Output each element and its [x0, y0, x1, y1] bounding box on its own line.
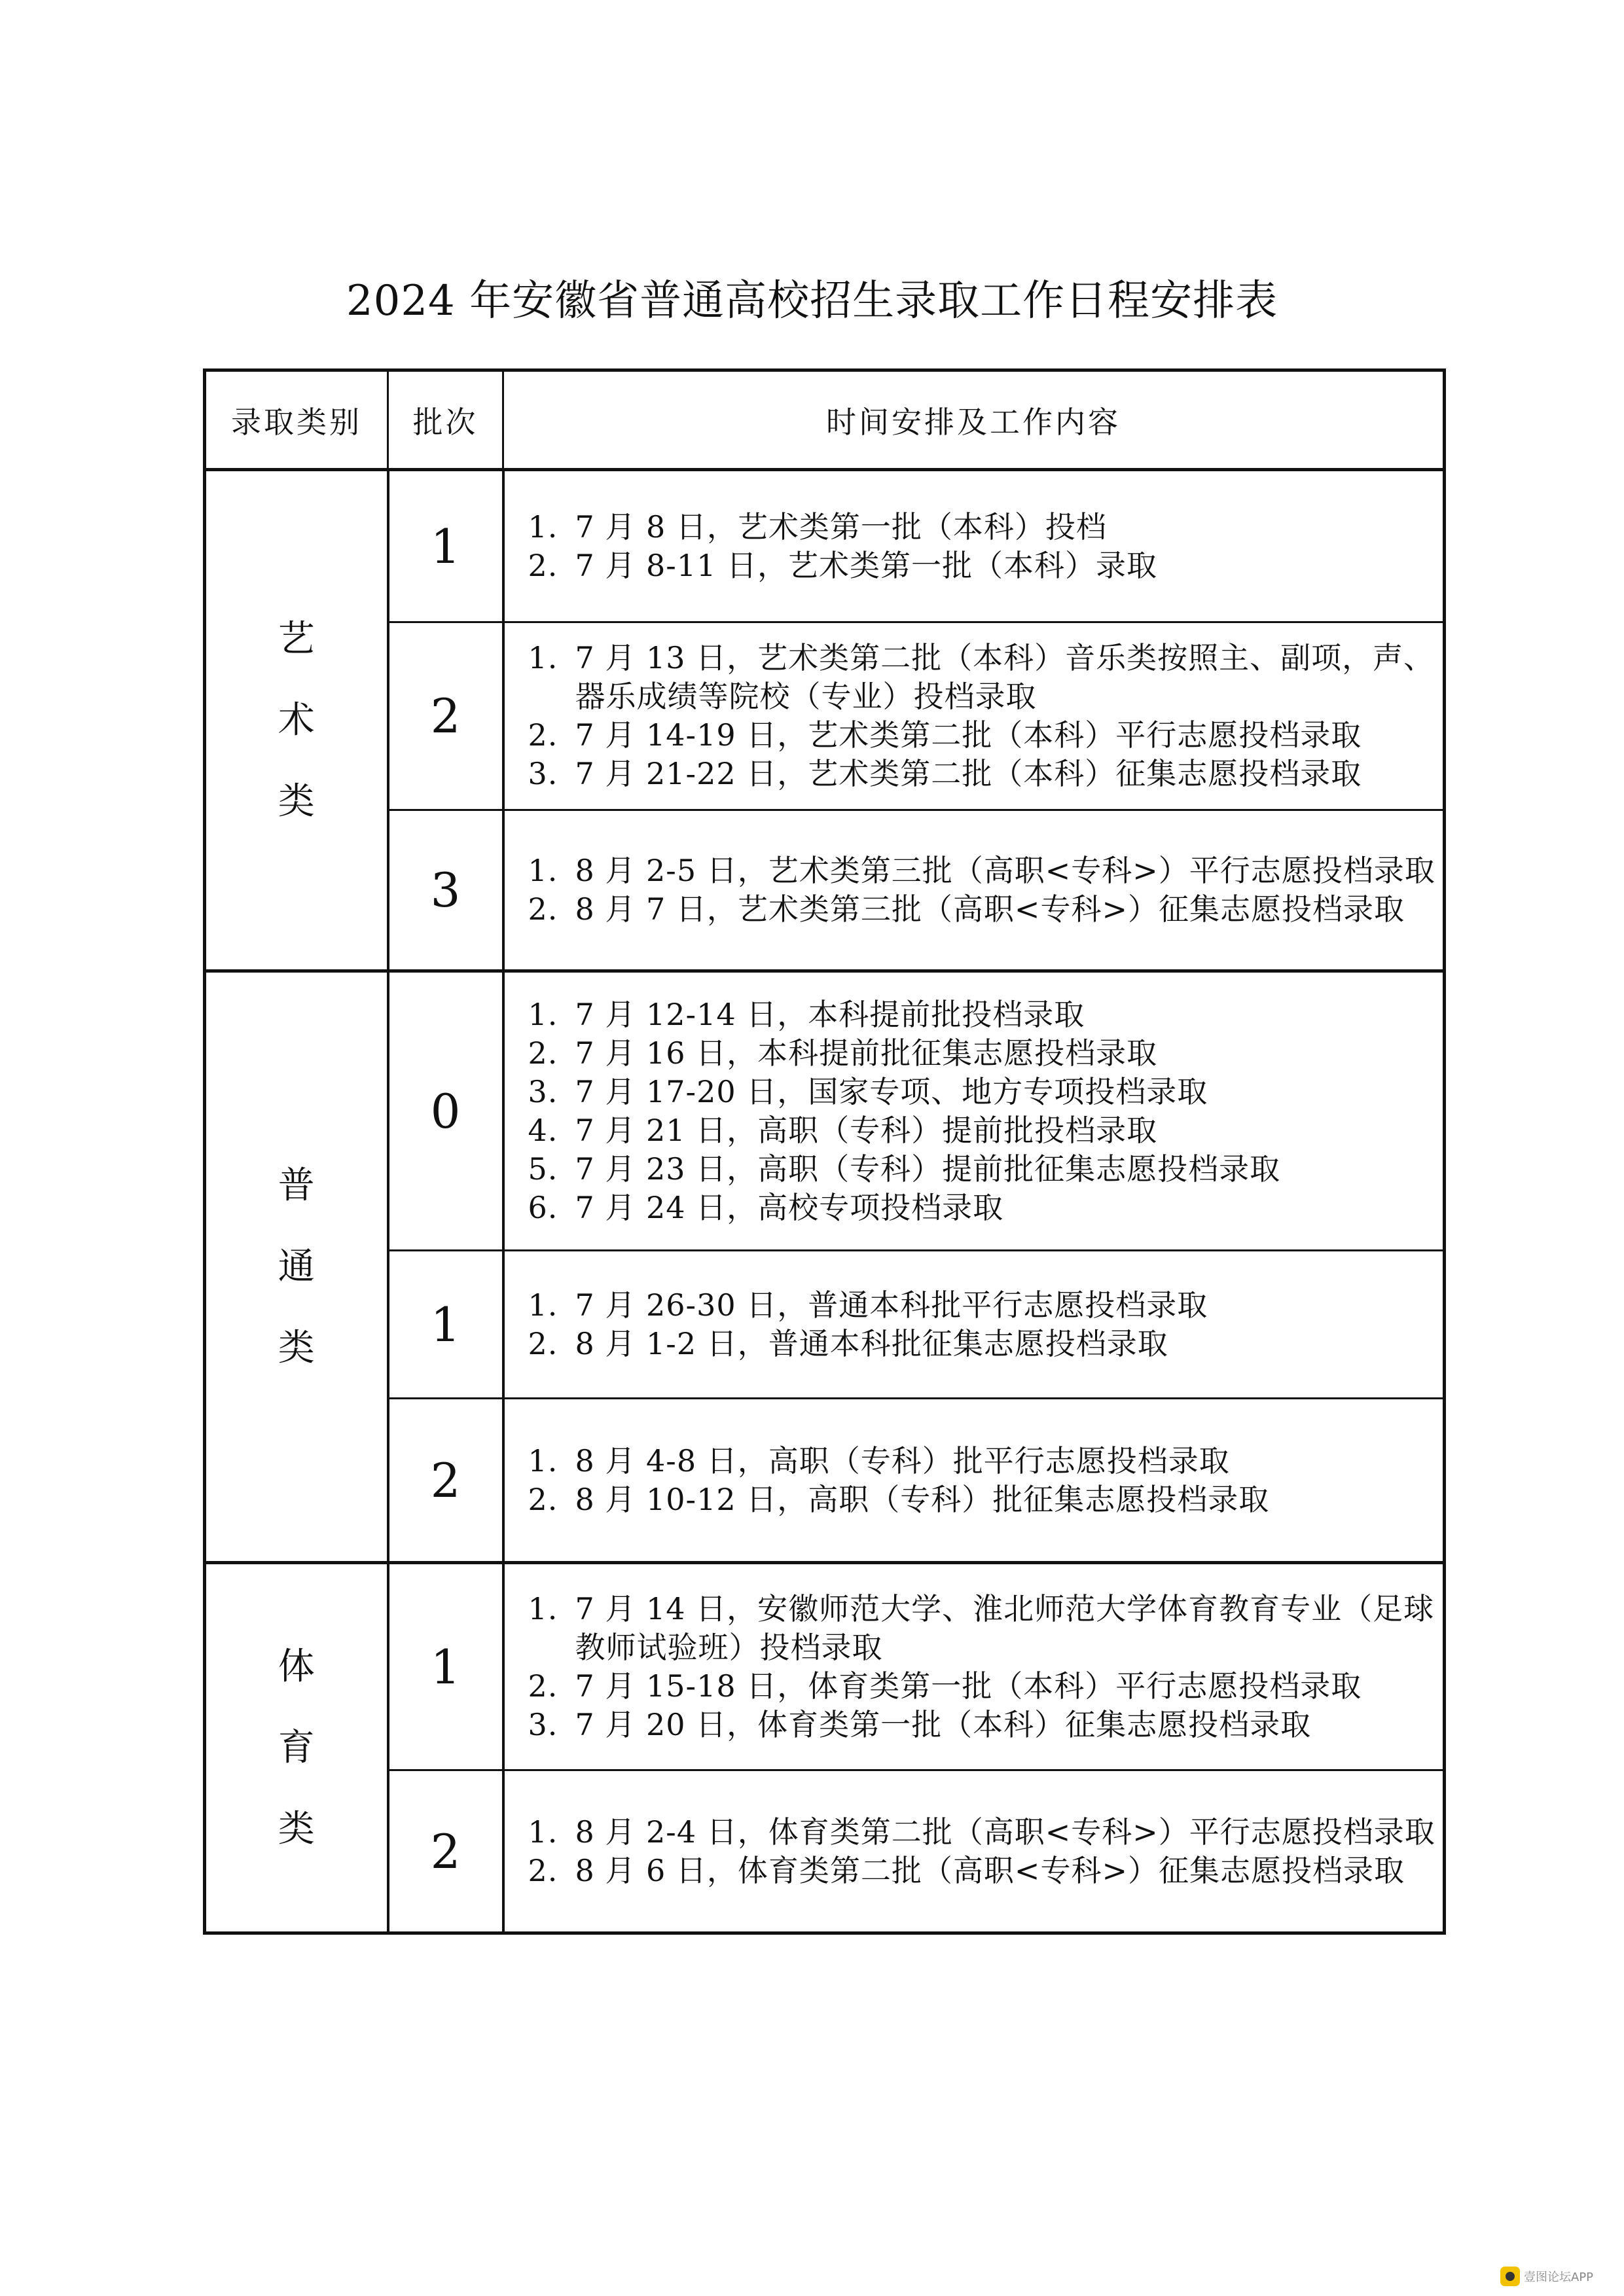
- group-general: [205, 971, 1445, 1563]
- list-item: 3. 7 月 17-20 日，国家专项、地方专项投档录取: [528, 1073, 1208, 1109]
- list-item: 1. 7 月 8 日，艺术类第一批（本科）投档: [528, 509, 1107, 545]
- list-item: 2. 8 月 1-2 日，普通本科批征集志愿投档录取: [528, 1325, 1168, 1361]
- table-row: [205, 810, 1445, 971]
- table-row: [205, 971, 1445, 1251]
- content-cell: [503, 1399, 1445, 1563]
- list-item: 2. 8 月 6 日，体育类第二批（高职<专科>）征集志愿投档录取: [528, 1852, 1405, 1888]
- list-item: 1. 8 月 2-4 日，体育类第二批（高职<专科>）平行志愿投档录取: [528, 1814, 1435, 1850]
- list-item: 4. 7 月 21 日，高职（专科）提前批投档录取: [528, 1112, 1158, 1148]
- list-item: 1. 7 月 12-14 日，本科提前批投档录取: [528, 996, 1085, 1032]
- watermark-text: 壹图论坛APP: [1524, 2270, 1594, 2284]
- item-list: [528, 1813, 1437, 1890]
- list-item: 1. 7 月 13 日，艺术类第二批（本科）音乐类按照主、副项，声、器乐成绩等院校（专业）投档录取: [528, 640, 1435, 714]
- header-batch: 批次: [388, 370, 503, 470]
- item-list: [528, 1286, 1437, 1363]
- category-cell: [205, 470, 388, 971]
- item-list: [528, 639, 1437, 793]
- schedule-table: [203, 368, 1446, 1935]
- content-cell: [503, 1563, 1445, 1770]
- table-row: [205, 1770, 1445, 1933]
- content-cell: [503, 810, 1445, 971]
- item-list: [528, 1590, 1437, 1744]
- list-item: 2. 7 月 15-18 日，体育类第一批（本科）平行志愿投档录取: [528, 1668, 1362, 1704]
- list-item: 2. 7 月 16 日，本科提前批征集志愿投档录取: [528, 1035, 1158, 1071]
- header-row: [205, 370, 1445, 470]
- content-cell: [503, 470, 1445, 622]
- batch-cell: 2: [388, 622, 503, 810]
- header-category: 录取类别: [205, 370, 388, 470]
- list-item: 1. 7 月 14 日，安徽师范大学、淮北师范大学体育教育专业（足球教师试验班）投档录取: [528, 1590, 1435, 1665]
- item-list: [528, 996, 1437, 1227]
- content-cell: [503, 622, 1445, 810]
- item-list: [528, 508, 1437, 585]
- list-item: 5. 7 月 23 日，高职（专科）提前批征集志愿投档录取: [528, 1151, 1281, 1187]
- list-item: 3. 7 月 21-22 日，艺术类第二批（本科）征集志愿投档录取: [528, 756, 1362, 791]
- batch-cell: 1: [388, 1251, 503, 1399]
- category-cell: [205, 1563, 388, 1933]
- watermark-badge: [1500, 2265, 1612, 2288]
- category-label: 艺术类: [278, 617, 315, 823]
- batch-cell: 2: [388, 1770, 503, 1933]
- content-cell: [503, 1770, 1445, 1933]
- list-item: 2. 7 月 8-11 日，艺术类第一批（本科）录取: [528, 547, 1157, 583]
- header-content: 时间安排及工作内容: [503, 370, 1445, 470]
- batch-cell: 1: [388, 470, 503, 622]
- batch-cell: 2: [388, 1399, 503, 1563]
- list-item: 1. 8 月 4-8 日，高职（专科）批平行志愿投档录取: [528, 1443, 1230, 1479]
- category-cell: [205, 971, 388, 1563]
- table-row: [205, 1251, 1445, 1399]
- list-item: 2. 8 月 10-12 日，高职（专科）批征集志愿投档录取: [528, 1481, 1270, 1517]
- list-item: 2. 7 月 14-19 日，艺术类第二批（本科）平行志愿投档录取: [528, 717, 1362, 753]
- list-item: 2. 8 月 7 日，艺术类第三批（高职<专科>）征集志愿投档录取: [528, 891, 1405, 927]
- category-label: 体育类: [278, 1645, 315, 1850]
- app-logo-icon: [1500, 2267, 1520, 2286]
- group-art: [205, 470, 1445, 971]
- table-row: [205, 1563, 1445, 1770]
- batch-cell: 0: [388, 971, 503, 1251]
- item-list: [528, 1442, 1437, 1519]
- table-row: [205, 470, 1445, 622]
- batch-cell: 3: [388, 810, 503, 971]
- content-cell: [503, 1251, 1445, 1399]
- batch-cell: 1: [388, 1563, 503, 1770]
- page-title: 2024 年安徽省普通高校招生录取工作日程安排表: [346, 277, 1278, 325]
- list-item: 3. 7 月 20 日，体育类第一批（本科）征集志愿投档录取: [528, 1706, 1312, 1742]
- list-item: 6. 7 月 24 日，高校专项投档录取: [528, 1189, 1004, 1225]
- list-item: 1. 8 月 2-5 日，艺术类第三批（高职<专科>）平行志愿投档录取: [528, 853, 1435, 888]
- category-label: 普通类: [278, 1164, 315, 1369]
- table-row: [205, 622, 1445, 810]
- table-row: [205, 1399, 1445, 1563]
- list-item: 1. 7 月 26-30 日，普通本科批平行志愿投档录取: [528, 1287, 1208, 1323]
- item-list: [528, 852, 1437, 929]
- group-sports: [205, 1563, 1445, 1933]
- content-cell: [503, 971, 1445, 1251]
